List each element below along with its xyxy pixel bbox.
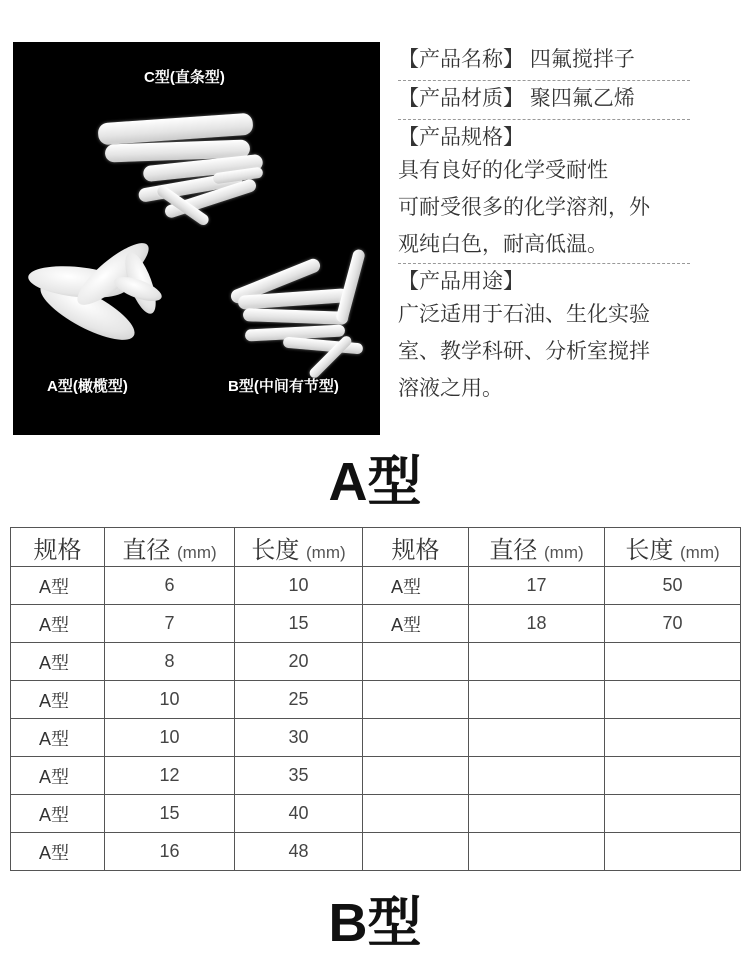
cell-length: 20 xyxy=(235,643,363,681)
spec-line: 具有良好的化学受耐性 xyxy=(398,159,608,182)
cell-model: A型 xyxy=(11,605,105,643)
table-row xyxy=(11,795,741,833)
cell-length xyxy=(605,719,741,757)
cell-model xyxy=(363,643,469,681)
table-row xyxy=(11,681,741,719)
cell-diameter: 16 xyxy=(105,833,235,871)
header-label: 直径 xyxy=(122,536,171,564)
spec-heading: 【产品规格】 xyxy=(398,126,524,149)
section-a-title: A型 xyxy=(328,452,422,512)
header-unit: (mm) xyxy=(680,542,720,562)
header-length xyxy=(605,528,741,567)
spec-line: 可耐受很多的化学溶剂，外 xyxy=(398,196,650,219)
use-line: 溶液之用。 xyxy=(398,377,503,400)
header-model xyxy=(11,528,105,567)
cell-model: A型 xyxy=(11,643,105,681)
cell-model: A型 xyxy=(11,681,105,719)
cell-length: 10 xyxy=(235,567,363,605)
table-row xyxy=(11,605,741,643)
cell-length xyxy=(605,795,741,833)
cell-model: A型 xyxy=(11,795,105,833)
header-length xyxy=(235,528,363,567)
cell-diameter: 12 xyxy=(105,757,235,795)
header-diameter xyxy=(105,528,235,567)
header-label: 长度 xyxy=(625,536,674,564)
cell-model: A型 xyxy=(11,567,105,605)
table-row xyxy=(11,833,741,871)
cell-length: 15 xyxy=(235,605,363,643)
cell-diameter: 10 xyxy=(105,719,235,757)
caption-type-b: B型(中间有节型) xyxy=(228,378,339,395)
cell-diameter xyxy=(469,833,605,871)
cell-length xyxy=(605,757,741,795)
cell-diameter: 7 xyxy=(105,605,235,643)
cell-diameter: 15 xyxy=(105,795,235,833)
use-line: 广泛适用于石油、生化实验 xyxy=(398,303,650,326)
table-row xyxy=(11,567,741,605)
header-model xyxy=(363,528,469,567)
cell-length: 30 xyxy=(235,719,363,757)
header-label: 规格 xyxy=(33,536,82,564)
use-line: 室、教学科研、分析室搅拌 xyxy=(398,340,650,363)
header-unit: (mm) xyxy=(177,542,217,562)
spec-line: 观纯白色，耐高低温。 xyxy=(398,226,690,264)
cell-diameter: 6 xyxy=(105,567,235,605)
use-heading: 【产品用途】 xyxy=(398,270,524,293)
caption-type-a: A型(橄榄型) xyxy=(47,378,128,395)
cell-diameter: 10 xyxy=(105,681,235,719)
cell-model xyxy=(363,795,469,833)
caption-type-c: C型(直条型) xyxy=(144,69,225,86)
cell-length: 25 xyxy=(235,681,363,719)
product-name: 【产品名称】 四氟搅拌子 xyxy=(398,42,690,81)
cell-length: 50 xyxy=(605,567,741,605)
cell-model xyxy=(363,681,469,719)
spec-table xyxy=(10,527,741,871)
cell-diameter: 18 xyxy=(469,605,605,643)
product-photo xyxy=(13,42,380,435)
cell-model: A型 xyxy=(11,833,105,871)
cell-diameter xyxy=(469,643,605,681)
header-label: 规格 xyxy=(391,536,440,564)
cell-length: 35 xyxy=(235,757,363,795)
table-row xyxy=(11,757,741,795)
table-row xyxy=(11,719,741,757)
cell-length: 40 xyxy=(235,795,363,833)
cell-model xyxy=(363,719,469,757)
cell-diameter xyxy=(469,719,605,757)
header-unit: (mm) xyxy=(306,542,346,562)
cell-length xyxy=(605,833,741,871)
product-info xyxy=(398,42,690,407)
stir-bar-b xyxy=(243,308,348,325)
cell-diameter xyxy=(469,681,605,719)
stir-bar-b xyxy=(335,248,366,324)
cell-diameter xyxy=(469,795,605,833)
cell-diameter xyxy=(469,757,605,795)
cell-diameter: 17 xyxy=(469,567,605,605)
table-header-row xyxy=(11,528,741,567)
cell-length xyxy=(605,643,741,681)
header-diameter xyxy=(469,528,605,567)
cell-length xyxy=(605,681,741,719)
header-label: 直径 xyxy=(489,536,538,564)
cell-model: A型 xyxy=(11,757,105,795)
cell-model: A型 xyxy=(363,567,469,605)
section-b-title: B型 xyxy=(328,893,422,953)
header-unit: (mm) xyxy=(544,542,584,562)
cell-model: A型 xyxy=(363,605,469,643)
cell-model xyxy=(363,833,469,871)
cell-diameter: 8 xyxy=(105,643,235,681)
cell-length: 48 xyxy=(235,833,363,871)
cell-model xyxy=(363,757,469,795)
product-material: 【产品材质】 聚四氟乙烯 xyxy=(398,81,690,120)
table-row xyxy=(11,643,741,681)
cell-model: A型 xyxy=(11,719,105,757)
header-label: 长度 xyxy=(251,536,300,564)
cell-length: 70 xyxy=(605,605,741,643)
